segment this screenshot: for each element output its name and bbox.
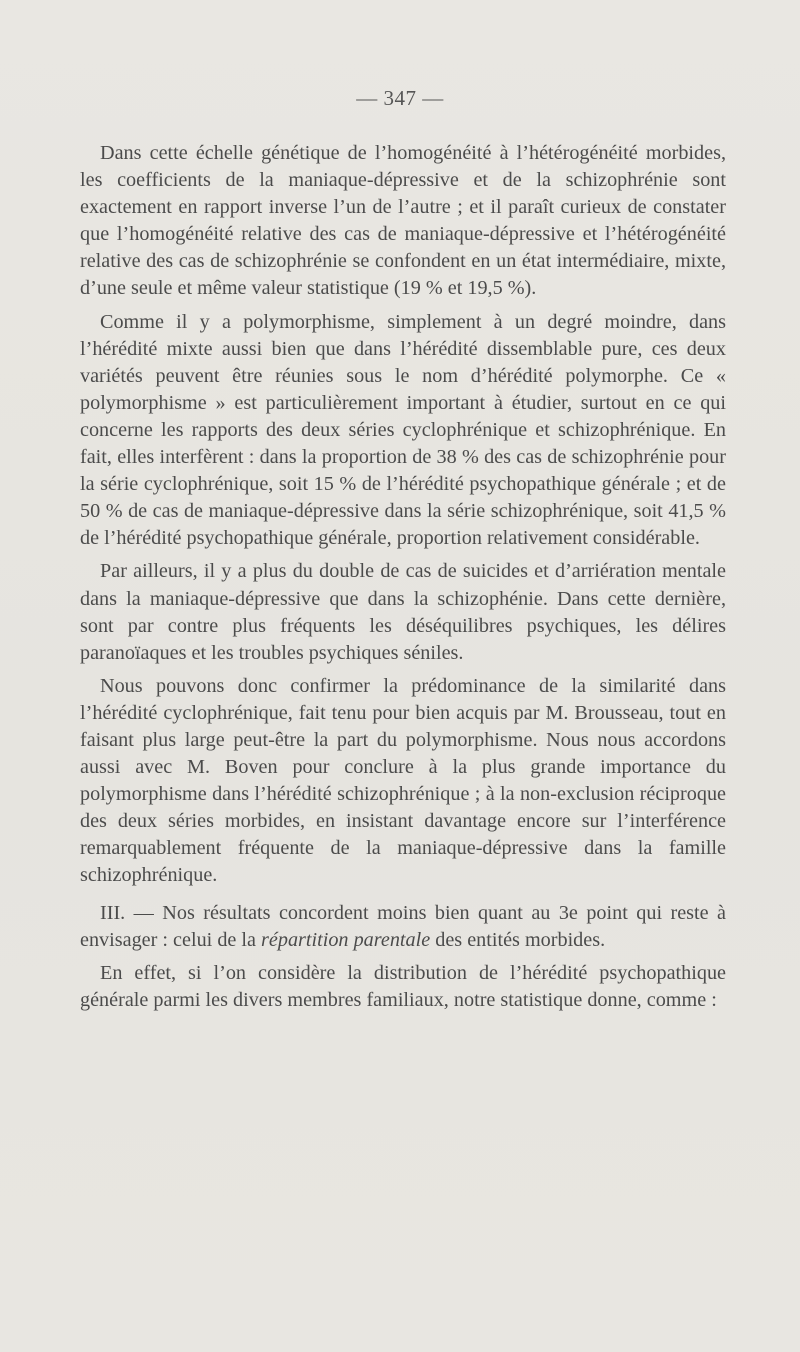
paragraph-2: Comme il y a polymorphisme, simplement à un degré moindre, dans l’hérédité mixte aussi bien que dans l’hérédité dissemblable pure, ces deux variétés peuvent être réunies sous le nom d’hérédité polymorphe. Ce « polymorphisme » est particulièrement important à étudier, surtout en ce qui concerne les rapports des deux séries cyclophrénique et schizophrénique. En fait, elles interfèrent : dans la proportion de 38 % des cas de schizophrénie pour la série cyclophrénique, soit 15 % de l’hérédité psychopathique générale ; et de 50 % de cas de maniaque-dépressive dans la série schizophrénique, soit 41,5 % de l’hérédité psychopathique générale, proportion relativement considérable.: [80, 310, 726, 550]
page-number: — 347 —: [356, 86, 444, 110]
paragraph-3: Par ailleurs, il y a plus du double de cas de suicides et d’arriération mentale dans la maniaque-dépressive que dans la schizophénie. Dans cette dernière, sont par contre plus fréquents les déséquilibres psychiques, les délires paranoïaques et les troubles psychiques séniles.: [80, 560, 726, 664]
paragraph-5-start: III. — Nos résultats concordent moins bien quant au 3e point qui reste à envisager : celui de la: [80, 901, 726, 951]
paragraph-1: Dans cette échelle génétique de l’homogénéité à l’hétérogénéité morbides, les coefficients de la maniaque-dépressive et de la schizophrénie sont exactement en rapport inverse l’un de l’autre ; et il paraît curieux de constater que l’homogénéité relative des cas de maniaque-dépressive et l’hétérogénéité relative des cas de schizophrénie se confondent en un état intermédiaire, mixte, d’une seule et même valeur statistique (19 % et 19,5 %).: [80, 142, 726, 300]
paragraph-5-end: des entités morbides.: [430, 928, 606, 951]
paragraph-5-italic: répartition parentale: [261, 928, 431, 951]
paragraph-5: [80, 900, 726, 954]
paragraph-6: En effet, si l’on considère la distribution de l’hérédité psychopathique générale parmi les divers membres familiaux, notre statistique donne, comme :: [80, 961, 726, 1011]
paragraph-4: Nous pouvons donc confirmer la prédominance de la similarité dans l’hérédité cyclophrénique, fait tenu pour bien acquis par M. Brousseau, tout en faisant plus large peut-être la part du polymorphisme. Nous nous accordons aussi avec M. Boven pour conclure à la plus grande importance du polymorphisme dans l’hérédité schizophrénique ; à la non-exclusion réciproque des deux séries morbides, en insistant davantage encore sur l’interférence remarquablement fréquente de la maniaque-dépressive dans la famille schizophrénique.: [80, 674, 726, 887]
body-text: [80, 140, 726, 1020]
